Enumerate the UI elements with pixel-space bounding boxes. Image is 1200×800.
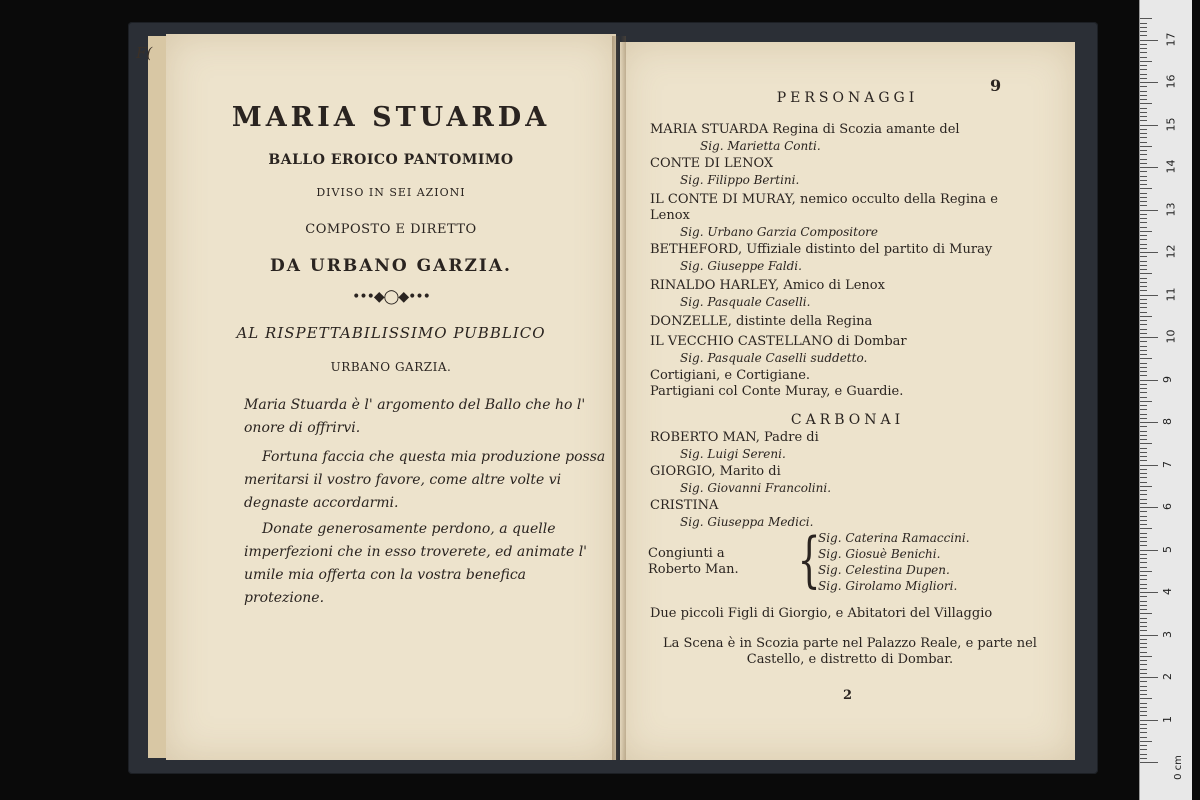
ruler-tick xyxy=(1140,52,1147,53)
ruler-tick xyxy=(1140,460,1147,461)
ruler-tick xyxy=(1140,486,1152,487)
ruler-tick xyxy=(1140,167,1158,168)
ruler-tick xyxy=(1140,656,1152,657)
ruler-number: 14 xyxy=(1164,159,1178,174)
ruler-tick xyxy=(1140,154,1147,155)
brace-symbol: { xyxy=(797,525,821,595)
ruler-tick xyxy=(1140,567,1147,568)
ruler-tick xyxy=(1140,150,1147,151)
ruler-tick xyxy=(1140,652,1147,653)
ruler-tick xyxy=(1140,99,1147,100)
character-entry xyxy=(650,242,1050,274)
ruler-tick xyxy=(1140,312,1147,313)
character-actor: Sig. Giuseppe Faldi. xyxy=(680,259,802,273)
ruler-tick xyxy=(1140,494,1147,495)
ruler-tick xyxy=(1140,660,1147,661)
ruler-tick xyxy=(1140,707,1147,708)
ruler-tick xyxy=(1140,749,1147,750)
ruler-number: 7 xyxy=(1161,460,1174,468)
ruler-tick xyxy=(1140,473,1147,474)
ruler-number: 11 xyxy=(1164,287,1178,301)
character-actor: Sig. Pasquale Caselli. xyxy=(680,295,811,309)
carbonai-entry xyxy=(650,464,1050,496)
character-entry xyxy=(650,314,1050,330)
ruler-tick xyxy=(1140,303,1147,304)
congiunti-list xyxy=(818,530,1048,594)
ruler-tick xyxy=(1140,643,1147,644)
ruler-tick xyxy=(1140,184,1147,185)
ruler-tick xyxy=(1140,273,1152,274)
ruler-tick xyxy=(1140,414,1147,415)
ruler-tick xyxy=(1140,732,1147,733)
ruler-tick xyxy=(1140,23,1147,24)
ruler-tick xyxy=(1140,316,1152,317)
character-entry xyxy=(650,192,1020,240)
ruler-tick xyxy=(1140,575,1147,576)
ruler-tick xyxy=(1140,605,1147,606)
ruler-tick xyxy=(1140,737,1147,738)
ruler-tick xyxy=(1140,711,1147,712)
measuring-ruler xyxy=(1139,0,1192,800)
congiunti-item: Sig. Caterina Ramaccini. xyxy=(818,531,970,545)
ruler-tick xyxy=(1140,686,1147,687)
ruler-tick xyxy=(1140,745,1147,746)
ruler-tick xyxy=(1140,601,1147,602)
ruler-tick xyxy=(1140,65,1147,66)
ruler-tick xyxy=(1140,329,1147,330)
carbonai-entry xyxy=(650,498,1050,530)
ruler-tick xyxy=(1140,176,1147,177)
margin-note: F( xyxy=(136,44,153,62)
ruler-tick xyxy=(1140,188,1152,189)
extras-line: Partigiani col Conte Muray, e Guardie. xyxy=(650,384,904,399)
character-entry xyxy=(650,122,1050,154)
ruler-tick xyxy=(1140,142,1147,143)
ruler-tick xyxy=(1140,375,1147,376)
ruler-tick xyxy=(1140,392,1147,393)
ruler-tick xyxy=(1140,31,1147,32)
signature-mark: 2 xyxy=(842,688,853,703)
right-page xyxy=(620,42,1075,760)
ruler-tick xyxy=(1140,490,1147,491)
ruler-tick xyxy=(1140,681,1147,682)
congiunti-item: Sig. Giosuè Benichi. xyxy=(818,547,941,561)
character-role: DONZELLE, distinte della Regina xyxy=(650,314,873,329)
paragraph-3: Donate generosamente perdono, a quelle imperfezioni che in esso troverete, ed animate l' umile mia offerta con la vostra benefica protezione. xyxy=(244,521,588,606)
ruler-tick xyxy=(1140,465,1158,466)
extras-line: Cortigiani, e Cortigiane. xyxy=(650,368,811,383)
character-entry xyxy=(650,278,1050,310)
ruler-tick xyxy=(1140,562,1147,563)
ruler-tick xyxy=(1140,626,1147,627)
ruler-tick xyxy=(1140,516,1147,517)
carbonai-entry xyxy=(650,430,1050,462)
ruler-tick xyxy=(1140,222,1147,223)
ruler-tick xyxy=(1140,244,1147,245)
ruler-tick xyxy=(1140,673,1147,674)
ruler-tick xyxy=(1140,762,1158,763)
character-entry xyxy=(650,156,1050,188)
ruler-tick xyxy=(1140,426,1147,427)
character-actor: Sig. Urbano Garzia Compositore xyxy=(680,225,878,239)
ruler-tick xyxy=(1140,307,1147,308)
paragraph-2: Fortuna faccia che questa mia produzione possa meritarsi il vostro favore, come altre volte vi degnaste accordarmi. xyxy=(244,449,606,511)
ruler-unit-label: 0 cm xyxy=(1172,755,1184,780)
ruler-tick xyxy=(1140,397,1147,398)
page-number: 9 xyxy=(990,76,1002,95)
ruler-tick xyxy=(1140,218,1147,219)
ruler-number: 3 xyxy=(1161,630,1174,638)
ruler-tick xyxy=(1140,337,1158,338)
ruler-tick xyxy=(1140,647,1147,648)
ruler-tick xyxy=(1140,278,1147,279)
ruler-tick xyxy=(1140,592,1158,593)
ruler-tick xyxy=(1140,129,1147,130)
carbonai-actor: Sig. Luigi Sereni. xyxy=(680,447,786,461)
ruler-number: 13 xyxy=(1164,202,1178,216)
ruler-tick xyxy=(1140,44,1147,45)
ruler-tick xyxy=(1140,401,1152,402)
character-role: BETHEFORD, Uffiziale distinto del partito di Muray xyxy=(650,242,993,257)
ruler-tick xyxy=(1140,27,1147,28)
ruler-number: 9 xyxy=(1161,375,1174,383)
character-role: IL VECCHIO CASTELLANO di Dombar xyxy=(650,334,907,349)
ruler-tick xyxy=(1140,159,1147,160)
ruler-tick xyxy=(1140,74,1147,75)
ruler-tick xyxy=(1140,320,1147,321)
ruler-tick xyxy=(1140,550,1158,551)
ruler-number: 15 xyxy=(1164,117,1178,131)
ruler-number: 4 xyxy=(1161,588,1174,595)
ruler-tick xyxy=(1140,261,1147,262)
ruler-tick xyxy=(1140,703,1147,704)
ruler-tick xyxy=(1140,78,1147,79)
ruler-tick xyxy=(1140,384,1147,385)
ruler-tick xyxy=(1140,227,1147,228)
ruler-tick xyxy=(1140,690,1147,691)
ruler-tick xyxy=(1140,418,1147,419)
carbonai-role: CRISTINA xyxy=(650,498,719,513)
ruler-tick xyxy=(1140,48,1147,49)
ruler-tick xyxy=(1140,469,1147,470)
book-title: MARIA STUARDA xyxy=(231,102,551,133)
ruler-tick xyxy=(1140,108,1147,109)
ruler-tick xyxy=(1140,520,1147,521)
ruler-tick xyxy=(1140,299,1147,300)
ruler-tick xyxy=(1140,358,1152,359)
ruler-tick xyxy=(1140,448,1147,449)
ruler-tick xyxy=(1140,596,1147,597)
ruler-tick xyxy=(1140,698,1152,699)
ruler-tick xyxy=(1140,133,1147,134)
extras-list xyxy=(650,368,1050,400)
ruler-tick xyxy=(1140,333,1147,334)
paragraph-1: Maria Stuarda è l' argomento del Ballo che ho l' onore di offrirvi. xyxy=(244,397,586,436)
ruler-tick xyxy=(1140,677,1158,678)
ruler-tick xyxy=(1140,528,1152,529)
ornament-divider: •••◆◯◆••• xyxy=(352,289,430,305)
ruler-tick xyxy=(1140,354,1147,355)
ruler-tick xyxy=(1140,741,1152,742)
ruler-tick xyxy=(1140,507,1158,508)
ruler-tick xyxy=(1140,422,1158,423)
ruler-tick xyxy=(1140,201,1147,202)
character-role: RINALDO HARLEY, Amico di Lenox xyxy=(650,278,885,293)
ruler-tick xyxy=(1140,558,1147,559)
ruler-tick xyxy=(1140,477,1147,478)
ruler-tick xyxy=(1140,350,1147,351)
ruler-tick xyxy=(1140,669,1147,670)
character-role: CONTE DI LENOX xyxy=(650,156,774,171)
ruler-tick xyxy=(1140,146,1152,147)
character-role: MARIA STUARDA Regina di Scozia amante del xyxy=(650,122,960,137)
ruler-tick xyxy=(1140,269,1147,270)
ruler-tick xyxy=(1140,248,1147,249)
character-actor: Sig. Filippo Bertini. xyxy=(680,173,800,187)
ruler-tick xyxy=(1140,435,1147,436)
ruler-tick xyxy=(1140,537,1147,538)
ruler-tick xyxy=(1140,588,1147,589)
ruler-tick xyxy=(1140,295,1158,296)
ruler-tick xyxy=(1140,69,1147,70)
ruler-tick xyxy=(1140,431,1147,432)
author-line: DA URBANO GARZIA. xyxy=(270,256,512,276)
ruler-tick xyxy=(1140,443,1152,444)
dedication-heading: AL RISPETTABILISSIMO PUBBLICO xyxy=(236,324,546,342)
ruler-tick xyxy=(1140,363,1147,364)
ruler-tick xyxy=(1140,405,1147,406)
children-line: Due piccoli Figli di Giorgio, e Abitatori del Villaggio xyxy=(650,606,993,621)
carbonai-role: GIORGIO, Marito di xyxy=(650,464,781,479)
ruler-tick xyxy=(1140,235,1147,236)
ruler-tick xyxy=(1140,380,1158,381)
ruler-tick xyxy=(1140,664,1147,665)
dedication-signature: URBANO GARZIA. xyxy=(330,360,452,374)
ruler-tick xyxy=(1140,137,1147,138)
ruler-tick xyxy=(1140,758,1147,759)
carbonai-actor: Sig. Giovanni Francolini. xyxy=(680,481,832,495)
ruler-tick xyxy=(1140,163,1147,164)
carbonai-role: ROBERTO MAN, Padre di xyxy=(650,430,819,445)
ruler-tick xyxy=(1140,86,1147,87)
ruler-tick xyxy=(1140,579,1147,580)
ruler-tick xyxy=(1140,324,1147,325)
congiunti-item: Sig. Celestina Dupen. xyxy=(818,563,950,577)
ruler-tick xyxy=(1140,545,1147,546)
ruler-tick xyxy=(1140,197,1147,198)
ruler-tick xyxy=(1140,524,1147,525)
ruler-tick xyxy=(1140,91,1147,92)
ruler-tick xyxy=(1140,452,1147,453)
ruler-tick xyxy=(1140,290,1147,291)
ruler-tick xyxy=(1140,409,1147,410)
ruler-tick xyxy=(1140,571,1152,572)
character-actor: Sig. Pasquale Caselli suddetto. xyxy=(680,351,868,365)
ruler-tick xyxy=(1140,622,1147,623)
ruler-number: 17 xyxy=(1164,32,1178,46)
ruler-number: 12 xyxy=(1164,244,1178,259)
book-gutter xyxy=(612,36,626,760)
ruler-tick xyxy=(1140,554,1147,555)
ruler-tick xyxy=(1140,541,1147,542)
ruler-number: 16 xyxy=(1164,74,1178,89)
ruler-tick xyxy=(1140,210,1158,211)
ruler-tick xyxy=(1140,724,1147,725)
ruler-number: 6 xyxy=(1161,503,1174,510)
ruler-tick xyxy=(1140,456,1147,457)
ruler-tick xyxy=(1140,35,1147,36)
ruler-tick xyxy=(1140,103,1152,104)
ruler-tick xyxy=(1140,40,1158,41)
ruler-tick xyxy=(1140,231,1152,232)
ruler-tick xyxy=(1140,754,1147,755)
ruler-tick xyxy=(1140,120,1147,121)
congiunti-label: Congiunti a Roberto Man. xyxy=(648,546,739,577)
ruler-number: 5 xyxy=(1161,545,1174,553)
ruler-tick xyxy=(1140,265,1147,266)
ruler-number: 1 xyxy=(1161,715,1174,723)
division-line: DIVISO IN SEI AZIONI xyxy=(316,186,466,199)
ruler-tick xyxy=(1140,720,1158,721)
ruler-tick xyxy=(1140,439,1147,440)
ruler-tick xyxy=(1140,112,1147,113)
ruler-tick xyxy=(1140,180,1147,181)
ruler-tick xyxy=(1140,82,1158,83)
ruler-tick xyxy=(1140,286,1147,287)
ruler-tick xyxy=(1140,367,1147,368)
ruler-tick xyxy=(1140,193,1147,194)
ruler-number: 8 xyxy=(1161,418,1174,425)
ruler-tick xyxy=(1140,715,1147,716)
ruler-number: 2 xyxy=(1161,673,1174,680)
ruler-tick xyxy=(1140,639,1147,640)
ruler-tick xyxy=(1140,18,1152,19)
congiunti-item: Sig. Girolamo Migliori. xyxy=(818,579,958,593)
ruler-tick xyxy=(1140,511,1147,512)
ruler-tick xyxy=(1140,618,1147,619)
ruler-tick xyxy=(1140,533,1147,534)
ruler-number: 10 xyxy=(1164,329,1178,344)
ruler-tick xyxy=(1140,341,1147,342)
carbonai-actor: Sig. Giuseppa Medici. xyxy=(680,515,814,529)
ruler-tick xyxy=(1140,214,1147,215)
carbonai-heading: CARBONAI xyxy=(790,412,905,428)
ruler-tick xyxy=(1140,282,1147,283)
ruler-tick xyxy=(1140,125,1158,126)
ruler-tick xyxy=(1140,171,1147,172)
scene-description: La Scena è in Scozia parte nel Palazzo Reale, e parte nel Castello, e distretto di Dombar. xyxy=(663,636,1037,667)
ruler-tick xyxy=(1140,503,1147,504)
ruler-tick xyxy=(1140,116,1147,117)
ruler-tick xyxy=(1140,388,1147,389)
ruler-tick xyxy=(1140,205,1147,206)
composed-line: COMPOSTO E DIRETTO xyxy=(305,222,477,237)
ruler-tick xyxy=(1140,613,1152,614)
ruler-tick xyxy=(1140,239,1147,240)
ruler-tick xyxy=(1140,61,1152,62)
ruler-tick xyxy=(1140,728,1147,729)
character-entry xyxy=(650,334,1050,366)
ruler-tick xyxy=(1140,630,1147,631)
character-actor: Sig. Marietta Conti. xyxy=(700,139,821,153)
book-subtitle: BALLO EROICO PANTOMIMO xyxy=(268,152,514,168)
personaggi-heading: PERSONAGGI xyxy=(776,90,919,106)
ruler-tick xyxy=(1140,371,1147,372)
ruler-tick xyxy=(1140,584,1147,585)
ruler-tick xyxy=(1140,252,1158,253)
ruler-tick xyxy=(1140,635,1158,636)
left-page xyxy=(166,34,616,760)
character-role: IL CONTE DI MURAY, nemico occulto della Regina e Lenox xyxy=(650,192,998,223)
ruler-tick xyxy=(1140,609,1147,610)
ruler-tick xyxy=(1140,346,1147,347)
ruler-tick xyxy=(1140,57,1147,58)
ruler-tick xyxy=(1140,256,1147,257)
ruler-tick xyxy=(1140,482,1147,483)
ruler-tick xyxy=(1140,694,1147,695)
ruler-tick xyxy=(1140,95,1147,96)
ruler-tick xyxy=(1140,499,1147,500)
